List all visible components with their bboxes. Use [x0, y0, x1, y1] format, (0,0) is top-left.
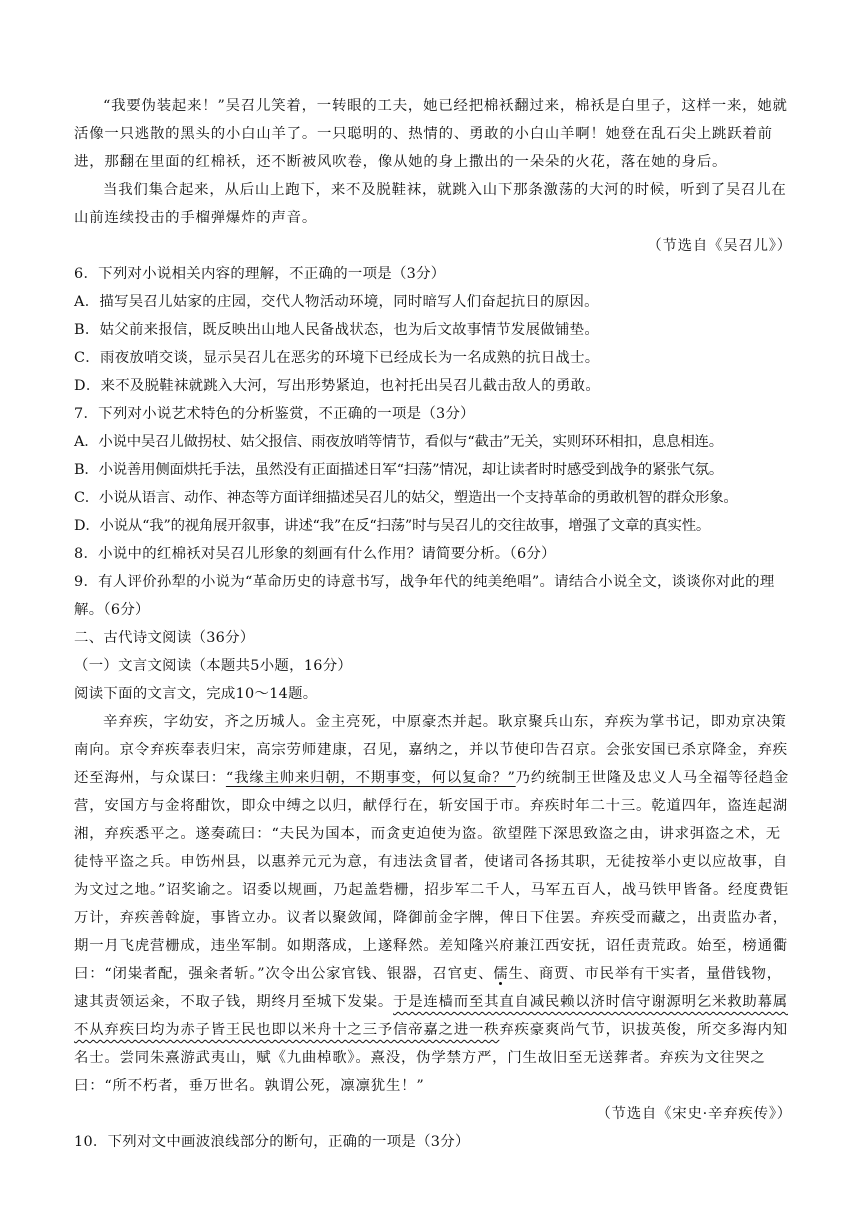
questions-8-9: [74, 540, 792, 624]
question-7-option-c: C．小说从语言、动作、神态等方面详细描述吴召儿的姑父，塑造出一个支持革命的勇敢机智的群众形象。: [74, 490, 738, 506]
wavy-underlined-passage: 于是连樯而至其直自减民赖以济时信守谢源明乞米救助幕属不从弃疾曰均为赤子皆王民也即以米舟十之三予信帝嘉之进一秩: [74, 994, 788, 1038]
classical-text: [74, 708, 792, 1128]
underlined-sentence: “我缘主帅来归朝，不期事变，何以复命？”: [225, 770, 516, 786]
story-paragraph-1: “我要伪装起来！”吴召儿笑着，一转眼的工夫，她已经把棉袄翻过来，棉袄是白里子，这样一来，她就活像一只逃散的黑头的小白山羊了。一只聪明的、热情的、勇敢的小白山羊啊！她登在乱石尖上跳跃着前进，那翻在里面的红棉袄，还不断被风吹卷，像从她的身上撒出的一朵朵的火花，落在她的身后。: [74, 98, 788, 170]
section-2-subtitle: （一）文言文阅读（本题共5小题，16分）: [74, 658, 353, 674]
question-8: 8．小说中的红棉袄对吴召儿形象的刻画有什么作用？请简要分析。（6分）: [74, 546, 556, 562]
question-7-option-b: B．小说善用侧面烘托手法，虽然没有正面描述日军“扫荡”情况，却让读者时时感受到战争的紧张气氛。: [74, 462, 724, 478]
question-9: 9．有人评价孙犁的小说为“革命历史的诗意书写，战争年代的纯美绝唱”。请结合小说全文，谈谈你对此的理解。（6分）: [74, 574, 775, 618]
question-10-stem: 10．下列对文中画波浪线部分的断句，正确的一项是（3分）: [74, 1134, 470, 1150]
section-2-header: [74, 624, 792, 708]
classical-paragraph: [74, 708, 792, 1100]
question-7-option-a: A．小说中吴召儿做拐杖、姑父报信、雨夜放哨等情节，看似与“截击”无关，实则环环相扣，息息相连。: [74, 434, 723, 450]
classical-text-part-a: 辛弃疾，字幼安，齐之历城人。金主亮死，中原豪杰并起。耿京聚兵山东，弃疾为掌书记，即劝京决策南向。京令弃疾奉表归宋，高宗劳师建康，召见，嘉纳之，并以节使印告召京。会张安国已杀京降金，弃疾还至海州，与众谋曰：: [74, 714, 788, 786]
story-excerpt: [74, 92, 792, 260]
classical-text-part-b2: 生、商贾、市民举有干实者，量借钱物，逮其责领运籴，不取子钱，期终月至城下发粜。: [74, 966, 782, 1010]
question-7: [74, 400, 792, 540]
story-source: （节选自《吴召儿》）: [647, 238, 792, 254]
question-7-option-d: D．小说从“我”的视角展开叙事，讲述“我”在反“扫荡”时与吴召儿的交往故事，增强了文章的真实性。: [74, 518, 711, 534]
classical-text-part-c: 弃疾豪爽尚气节，识拔英俊，所交多海内知名士。尝同朱熹游武夷山，赋《九曲棹歌》。熹没，伪学禁方严，门生故旧至无送葬者。弃疾为文往哭之曰：“所不朽者，垂万世名。孰谓公死，凛凛犹生！”: [74, 1022, 788, 1094]
section-2-instruction: 阅读下面的文言文，完成10～14题。: [74, 686, 318, 702]
question-6-option-c: C．雨夜放哨交谈，显示吴召儿在恶劣的环境下已经成长为一名成熟的抗日战士。: [74, 350, 600, 366]
story-paragraph-2: 当我们集合起来，从后山上跑下，来不及脱鞋袜，就跳入山下那条激荡的大河的时候，听到了吴召儿在山前连续投击的手榴弹爆炸的声音。: [74, 182, 787, 226]
classical-text-part-b: 乃约统制王世隆及忠义人马全福等径趋金营，安国方与金将酣饮，即众中缚之以归，献俘行在，斩安国于市。弃疾时年二十三。乾道四年，盗连起湖湘，弃疾悉平之。遂奏疏曰：“夫民为国本，而贪吏迫使为盗。欲望陛下深思致盗之由，讲求弭盗之术，无徒恃平盗之兵。申饬州县，以惠养元元为意，有违法贪冒者，使诸司各扬其职，无徒按举小吏以应故事，自为文过之地。”诏奖谕之。诏委以规画，乃起盖砦栅，招步军二千人，马军五百人，战马铁甲皆备。经度费钜万计，弃疾善斡旋，事皆立办。议者以聚敛闻，降御前金字牌，俾日下住罢。弃疾受而藏之，出责监办者，期一月飞虎营栅成，违坐军制。如期落成，上遂释然。差知隆兴府兼江西安抚，诏任责荒政。始至，榜通衢曰：“闭粜者配，强籴者斩。”次令出公家官钱、银器，召官吏、: [74, 770, 790, 982]
question-7-stem: 7．下列对小说艺术特色的分析鉴赏，不正确的一项是（3分）: [74, 406, 475, 422]
classical-source: （节选自《宋史·辛弃疾传》）: [596, 1106, 792, 1122]
question-6-stem: 6．下列对小说相关内容的理解，不正确的一项是（3分）: [74, 266, 446, 282]
document-page: [74, 92, 792, 1156]
question-10: [74, 1128, 792, 1156]
question-6-option-a: A．描写吴召儿姑家的庄园，交代人物活动环境，同时暗写人们奋起抗日的原因。: [74, 294, 599, 310]
dotted-character: 儒: [493, 966, 509, 982]
section-2-title: 二、古代诗文阅读（36分）: [74, 630, 255, 646]
question-6: [74, 260, 792, 400]
question-6-option-b: B．姑父前来报信，既反映出山地人民备战状态，也为后文故事情节发展做铺垫。: [74, 322, 600, 338]
question-6-option-d: D．来不及脱鞋袜就跳入大河，写出形势紧迫，也衬托出吴召儿截击敌人的勇敢。: [74, 378, 601, 394]
